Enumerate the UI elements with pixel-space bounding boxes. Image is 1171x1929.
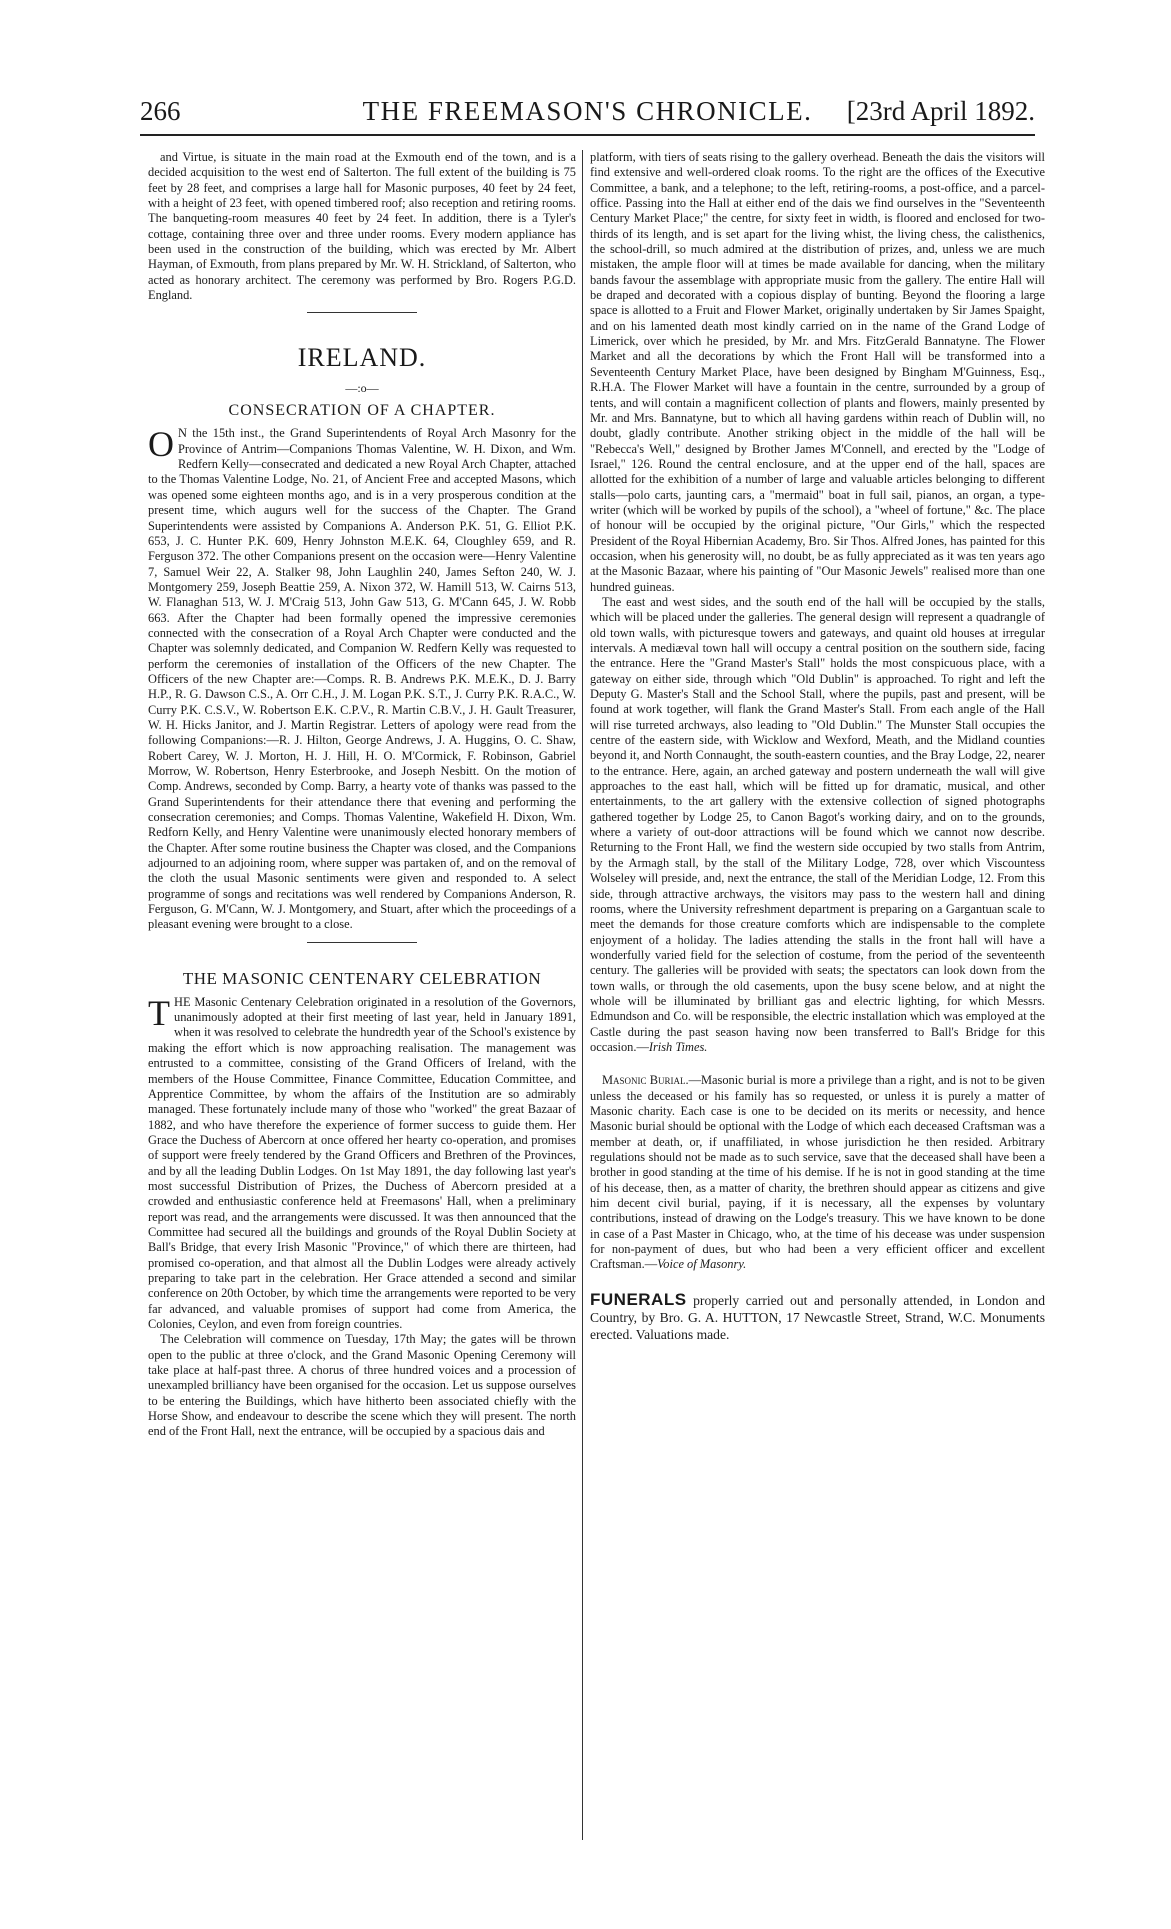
burial-heading: Masonic Burial. xyxy=(602,1073,689,1088)
masonic-burial-article xyxy=(590,1073,1045,1272)
centenary-continued-1: platform, with tiers of seats rising to the gallery overhead. Beneath the dais the visitors will find extensive and well-ordered cloak rooms. To the right are the offices of the Executive Committee, a bank, and a telephone; to the left, retiring-rooms, a post-office, and a parcel-office. Passing into the Hall at either end of the dais we find ourselves in the "Seventeenth Century Market Place;" the centre, for sixty feet in width, is floored and enclosed for two-thirds of its length, and is set apart for the living whist, the living chess, the calisthenics, the school-drill, so much admired at the distribution of prizes, and, unless we are much mistaken, the ample floor will at times be made available for dancing, when the military bands favour the assemblage with appropriate music from the gallery. The entire Hall will be draped and decorated with a copious display of bunting. Beyond the flooring a large space is allotted to a Fruit and Flower Market, originally undertaken by Sir James Spaight, and on his lamented death most kindly carried on in the name of the Grand Lodge of Limerick, over which he presided, by Mr. and Mrs. FitzGerald Bannatyne. The Flower Market and all the decorations by which the Front Hall will be transformed into a Seventeenth Century Market Place, have been designed by Bingham M'Guinness, Esq., R.H.A. The Flower Market will have a fountain in the centre, surrounded by a group of tents, and will contain a magnificent collection of plants and flowers, mainly presented by Mr. and Mrs. Bannatyne, but to which all having gardens within reach of Dublin will, no doubt, gladly contribute. Another striking object in the middle of the hall will be "Rebecca's Well," designed by Brother James M'Connell, and erected by the "Lodge of Israel," 126. Round the central enclosure, and at the upper end of the hall, spaces are allotted for the exhibition of a number of large and valuable articles belonging to different stalls—polo carts, jaunting cars, a "mermaid" boat in full sail, pianos, an organ, a type-writer (which will be worked by pupils of the school), a "wheel of fortune," &c. The place of honour will be occupied by the original picture, "Our Girls," which the respected President of the Royal Hibernian Academy, Bro. Sir Thos. Alfred Jones, has painted for this occasion, when his generosity will, no doubt, be as fully appreciated as it was ten years ago at the Masonic Bazaar, where his painting of "Our Masonic Jewels" realised more than one hundred guineas. xyxy=(590,150,1045,594)
header-rule xyxy=(140,134,1035,136)
spacer xyxy=(590,1055,1045,1073)
ireland-heading: IRELAND. xyxy=(297,343,427,373)
section-divider xyxy=(307,942,417,943)
page-header xyxy=(140,96,1035,130)
source-credit: Irish Times. xyxy=(648,1039,708,1054)
ad-text: properly carried out and personally attended, in London and Country, by Bro. G. A. HUTTON, 17 Newcastle Street, Strand, W.C. Monuments erected. Valuations made. xyxy=(590,1292,1045,1342)
centenary-text-2: The Celebration will commence on Tuesday, 17th May; the gates will be thrown open to the public at three o'clock, and the Grand Masonic Opening Ceremony will take place at half-past three. A chorus of three hundred voices and a procession of unexampled brilliancy have been organised for the occasion. Let us suppose ourselves to be entering the Buildings, which have hitherto been associated chiefly with the Horse Show, and endeavour to describe the scene which they will present. The north end of the Front Hall, next the entrance, will be occupied by a spacious dais and xyxy=(148,1332,576,1439)
centenary-article xyxy=(148,992,576,1333)
consecration-article xyxy=(148,426,576,932)
left-column xyxy=(148,150,576,1440)
heading-ornament: —:o— xyxy=(345,381,379,396)
consecration-text: N the 15th inst., the Grand Superintendents of Royal Arch Masonry for the Province of Antrim—Companions Thomas Valentine, W. H. Dixon, and Wm. Redfern Kelly—consecrated and dedicated a new Royal Arch Chapter, attached to the Thomas Valentine Lodge, No. 21, of Ancient Free and accepted Masons, which was opened some eighteen months ago, and is in a very prosperous condition at the present time, which augurs well for the success of the Chapter. The Grand Superintendents were assisted by Companions A. Anderson P.K. 51, G. Elliot P.K. 653, J. C. Hunter P.K. 609, Henry Johnston M.E.K. 64, Cloughley 659, and R. Ferguson 372. The other Companions present on the occasion were—Henry Valentine 7, Samuel Weir 22, A. Stalker 98, John Laughlin 240, James Sefton 240, W. J. Montgomery 259, Joseph Beattie 259, A. Nixon 372, W. Hamill 513, W. Cairns 513, W. Flanaghan 513, W. J. M'Craig 513, John Gaw 513, G. M'Cann 645, J. W. Robb 663. After the Chapter had been formally opened the impressive ceremonies connected with the consecration of a Royal Arch Chapter were conducted and the Chapter was solemnly dedicated, and Companion W. Redfern Kelly was requested to perform the ceremonies of installation of the Officers of the new Chapter. The Officers of the new Chapter are:—Comps. R. B. Andrews P.K. M.E.K., D. J. Barry H.P., R. G. Dawson C.S., A. Orr C.H., J. M. Logan P.K. S.T., J. Curry P.K. R.A.C., W. Curry P.K. C.S.V., W. Robertson E.K. C.P.V., R. Martin C.B.V., J. H. Gault Treasurer, W. H. Hicks Janitor, and J. Martin Registrar. Letters of apology were read from the following Companions:—R. J. Hilton, George Andrews, J. A. Huggins, O. C. Shaw, Robert Carey, W. J. Morton, H. J. Hill, H. O. M'Cormick, F. Robinson, Gabriel Morrow, W. Robertson, Henry Esterbrooke, and Joseph Nesbitt. On the motion of Comp. Andrews, seconded by Comp. Barry, a hearty vote of thanks was passed to the Grand Superintendents for their attendance there that evening and performing the consecration ceremonies; and Comps. Thomas Valentine, Wakefield H. Dixon, Wm. Redforn Kelly, and Henry Valentine were unanimously elected honorary members of the Chapter. After some routine business the Chapter was closed, and the Companions adjourned to an adjoining room, where supper was partaken of, and on the removal of the cloth the usual Masonic sentiments were given and responded to. A select programme of songs and recitations was well rendered by Companions Anderson, R. Ferguson, G. M'Cann, W. J. Montgomery, and Stuart, after which the proceedings of a pleasant evening were brought to a close. xyxy=(148,426,576,932)
drop-cap: O xyxy=(148,424,174,465)
column-divider xyxy=(582,150,583,1840)
page-number: 266 xyxy=(140,96,181,126)
centenary-text-1: HE Masonic Centenary Celebration originated in a resolution of the Governors, unanimously adopted at their first meeting of last year, held in January 1891, when it was resolved to celebrate the hundredth year of the School's existence by making the effort which is now approaching realisation. The management was entrusted to a committee, consisting of the Grand Officers of Ireland, with the members of the House Committee, Finance Committee, Education Committee, and Apprentice Committee, by whom the affairs of the Institution are so admirably managed. These fortunately include many of those who "worked" the great Bazaar of 1882, and who have therefore the experience of former success to guide them. Her Grace the Duchess of Abercorn at once offered her hearty co-operation, and promises of support were freely tendered by the Grand Officers and Brethren of the Provinces, and by all the leading Dublin Lodges. On 1st May 1891, the day following last year's most successful Distribution of Prizes, the Duchess of Abercorn presided at a crowded and enthusiastic conference held at Freemasons' Hall, when a preliminary report was read, and the arrangements were discussed. It was then announced that the Committee had secured all the buildings and grounds of the Royal Dublin Society at Ball's Bridge, that every Irish Masonic "Province," of which there are thirteen, had promised co-operation, and that almost all the Dublin Lodges were already actively preparing to take part in the celebration. Her Grace attended a second and similar conference on 20th October, by which time the arrangements were reported to be very far advanced, and valuable promises of support had come from America, the Colonies, Ceylon, and even from foreign countries. xyxy=(148,994,576,1331)
ad-heading: FUNERALS xyxy=(590,1289,687,1309)
continued-text: The east and west sides, and the south end of the hall will be occupied by the stalls, which will be placed under the galleries. The general design will represent a quadrangle of old town walls, with picturesque towers and gateways, and quaint old houses at irregular intervals. A mediæval town hall will occupy a central position on the southern side, facing the entrance. Here the "Grand Master's Stall" holds the most conspicuous place, with a gateway on either side, through which "Old Dublin" is approached. To right and left the Deputy G. Master's Stall and the School Stall, where the pupils, past and present, will be found at work together, will flank the Grand Master's Stall. From each angle of the Hall will rise turreted archways, also leading to "Old Dublin." The Munster Stall occupies the centre of the eastern side, with Wicklow and Wexford, Meath, and the Midland counties beyond it, and North Connaught, the south-eastern counties, and the Bray Lodge, 22, nearer to the entrance. Here, again, an arched gateway and postern underneath the wall will give approaches to the east hall, which will be fitted up for dramatic, musical, and other entertainments, to the art gallery with the extensive collection of signed photographs gathered together by Lodge 25, to Canon Bagot's working dairy, and on to the grounds, where a variety of out-door attractions will be found which we cannot now describe. Returning to the Front Hall, we find the western side occupied by two stalls from Antrim, by the Armagh stall, by the stall of the Military Lodge, 728, over which Viscountess Wolseley will preside, and, next the entrance, the stall of the Meridian Lodge, 12. From this side, through attractive archways, the visitors may pass to the western hall and dining rooms, where the University refreshment department is preparing on a Gargantuan scale to meet the demands for those creature comforts which are indispensable to the complete enjoyment of a holiday. The ladies attending the stalls in the front hall will have a wonderfully varied field for the selection of costume, from the period of the seventeenth century. The galleries will be provided with seats; the spectators can look down from the town walls, or through the old casements, upon the busy scene below, and at night the whole will be illuminated by brilliant gas and electric lighting, for which Messrs. Edmundson and Co. will be responsible, the electric installation which was employed at the Castle during the past season having now been transferred to Ball's Bridge for this occasion.— xyxy=(590,594,1045,1054)
right-column xyxy=(590,150,1045,1356)
intro-paragraph: and Virtue, is situate in the main road at the Exmouth end of the town, and is a decided acquisition to the west end of Salterton. The full extent of the building is 75 feet by 28 feet, and comprises a large hall for Masonic purposes, 40 feet by 24 feet, with a height of 23 feet, with opened timbered roof; also reception and retiring rooms. The banqueting-room measures 40 feet by 24 feet. In addition, there is a Tyler's cottage, containing three over and three under rooms. Every modern appliance has been used in the construction of the building, which was erected by Mr. Albert Hayman, of Exmouth, from plans prepared by Mr. W. H. Strickland, of Salterton, who acted as honorary architect. The ceremony was performed by Bro. Rogers P.G.D. England. xyxy=(148,150,576,303)
centenary-continued-2 xyxy=(590,595,1045,1055)
issue-date: [23rd April 1892. xyxy=(846,96,1035,126)
section-divider xyxy=(307,312,417,313)
publication-title: THE FREEMASON'S CHRONICLE. xyxy=(362,96,813,126)
funerals-advertisement xyxy=(590,1291,1045,1343)
source-credit: Voice of Masonry. xyxy=(657,1257,747,1272)
drop-cap: T xyxy=(148,992,170,1033)
burial-text: —Masonic burial is more a privilege than a right, and is not to be given unless the deceased or his family has so requested, or unless it is purely a matter of Masonic charity. Each case is one to be decided on its merits or necessity, and hence Masonic burial should be optional with the Lodge of which each deceased Craftsman was a member at death, or, if unaffiliated, in whose jurisdiction he then resided. Arbitrary regulations should not be made as to such service, save that the deceased shall have been a brother in good standing at the time of his demise. If he is not in good standing at the time of his decease, then, as a matter of charity, the brethren should appear as citizens and give him decent civil burial, paying, if it is necessary, all the expenses by voluntary contributions, instead of drawing on the Lodge's treasury. This we have known to be done in case of a Past Master in Chicago, who, at the time of his decease was under suspension for non-payment of dues, but who had been a very efficient officer and excellent Craftsman.— xyxy=(590,1073,1045,1272)
chapter-subheading: CONSECRATION OF A CHAPTER. xyxy=(228,402,496,420)
centenary-heading: THE MASONIC CENTENARY CELEBRATION xyxy=(182,968,542,988)
